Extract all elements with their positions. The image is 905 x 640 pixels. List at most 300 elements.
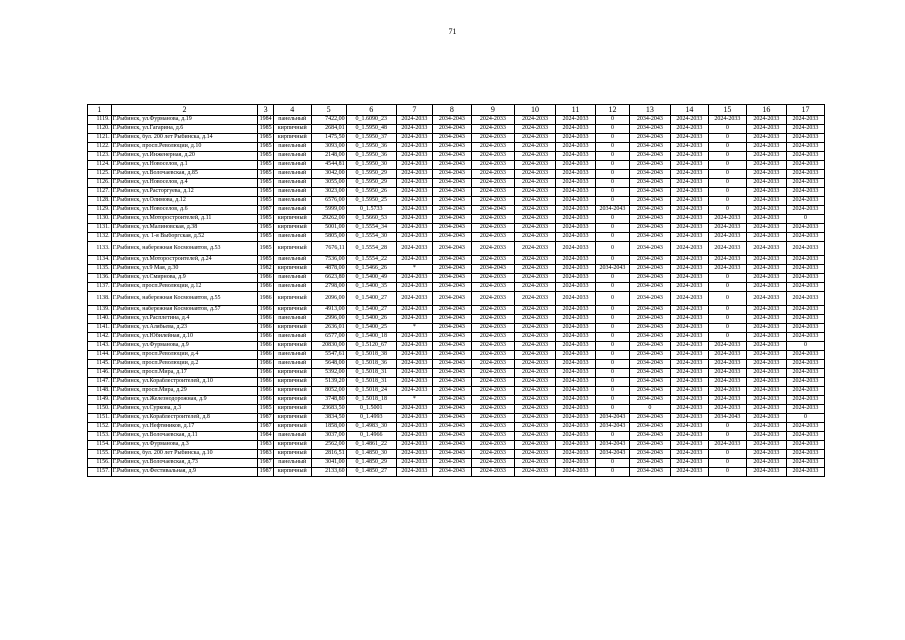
table-cell: кирпичный — [273, 242, 311, 256]
table-cell: 2024-2033 — [514, 179, 555, 188]
table-cell: Г.Рыбинск, ул.Гагарина, д.6 — [111, 125, 258, 134]
table-cell: 2024-2033 — [471, 360, 514, 369]
table-cell: 2024-2033 — [746, 206, 786, 215]
table-cell: 2024-2033 — [471, 459, 514, 468]
table-cell: 2024-2033 — [786, 387, 824, 396]
table-cell: 5805,00 — [311, 233, 346, 242]
table-row — [88, 283, 825, 292]
table-cell: 2034-2043 — [629, 274, 670, 283]
table-cell: 2024-2033 — [471, 116, 514, 125]
table-cell: Г.Рыбинск, набережная Космонавтов, д.53 — [111, 242, 258, 256]
table-cell: 2034-2043 — [629, 188, 670, 197]
table-cell: 1134. — [88, 256, 112, 265]
table-cell: Г.Рыбинск, ул.Железнодорожная, д.9 — [111, 396, 258, 405]
table-cell: 1984 — [258, 432, 273, 441]
table-cell: 2034-2043 — [596, 206, 630, 215]
table-cell: 2024-2033 — [670, 274, 708, 283]
table-cell: 2024-2033 — [708, 441, 746, 450]
table-cell: 2024-2033 — [514, 274, 555, 283]
table-cell: 1150. — [88, 405, 112, 414]
table-cell: 0 — [708, 324, 746, 333]
table-cell: 2024-2033 — [555, 306, 595, 315]
table-cell: 2034-2043 — [629, 125, 670, 134]
table-cell: 0_1.5466_26 — [346, 265, 396, 274]
table-cell: 0 — [708, 188, 746, 197]
table-cell: 1152. — [88, 423, 112, 432]
column-header: 14 — [670, 105, 708, 116]
table-cell: 0_1.5018_24 — [346, 387, 396, 396]
table-cell: панельный — [273, 274, 311, 283]
table-row — [88, 170, 825, 179]
table-cell: 2024-2033 — [746, 179, 786, 188]
table-cell: 2024-2033 — [514, 432, 555, 441]
table-cell: Г.Рыбинск, ул.Волочаевская, д.11 — [111, 432, 258, 441]
table-cell: кирпичный — [273, 342, 311, 351]
table-cell: 1987 — [258, 468, 273, 477]
table-cell: 1985 — [258, 215, 273, 224]
table-cell: 2024-2033 — [746, 405, 786, 414]
table-cell: 2024-2033 — [555, 315, 595, 324]
housing-registry-table — [87, 104, 825, 477]
table-cell: 0 — [596, 315, 630, 324]
table-cell: 2024-2033 — [670, 265, 708, 274]
table-cell: кирпичный — [273, 405, 311, 414]
table-cell: 1986 — [258, 387, 273, 396]
table-cell: 2024-2033 — [471, 423, 514, 432]
table-cell: 2024-2033 — [670, 387, 708, 396]
table-cell: 2034-2043 — [432, 170, 471, 179]
table-cell: 0 — [596, 351, 630, 360]
table-cell: 0_1.4850_27 — [346, 468, 396, 477]
table-row — [88, 351, 825, 360]
table-cell: панельный — [273, 161, 311, 170]
column-header: 12 — [596, 105, 630, 116]
table-cell: кирпичный — [273, 396, 311, 405]
table-cell: 2024-2033 — [396, 134, 432, 143]
table-cell: панельный — [273, 143, 311, 152]
table-cell: 2024-2033 — [746, 292, 786, 306]
table-cell: 2034-2043 — [629, 143, 670, 152]
table-cell: 0 — [596, 116, 630, 125]
table-row — [88, 197, 825, 206]
table-cell: 2034-2043 — [629, 134, 670, 143]
table-row — [88, 215, 825, 224]
table-cell: Г.Рыбинск, ул.Новоселов, д.6 — [111, 206, 258, 215]
table-cell: панельный — [273, 432, 311, 441]
table-cell: 5547,61 — [311, 351, 346, 360]
table-cell: 1985 — [258, 188, 273, 197]
table-cell: 2034-2043 — [629, 152, 670, 161]
table-cell: 0_1.5018_38 — [346, 351, 396, 360]
table-cell: 2034-2043 — [629, 233, 670, 242]
table-cell: 2024-2033 — [555, 468, 595, 477]
table-cell: 1135. — [88, 265, 112, 274]
table-cell: 2024-2033 — [786, 441, 824, 450]
table-cell: 0 — [596, 283, 630, 292]
table-cell: 2034-2043 — [432, 265, 471, 274]
table-cell: 2636,01 — [311, 324, 346, 333]
table-row — [88, 369, 825, 378]
column-header: 6 — [346, 105, 396, 116]
table-cell: 0 — [596, 179, 630, 188]
table-cell: 2024-2033 — [555, 125, 595, 134]
table-cell: 2024-2033 — [514, 396, 555, 405]
table-cell: 0_1.5120_67 — [346, 342, 396, 351]
table-cell: 2024-2033 — [708, 265, 746, 274]
table-cell: Г.Рыбинск, ул.Новоселов, д.4 — [111, 179, 258, 188]
table-cell: 6576,00 — [311, 197, 346, 206]
table-cell: 2024-2033 — [514, 188, 555, 197]
table-cell: 2024-2033 — [670, 134, 708, 143]
table-cell: 2024-2033 — [514, 342, 555, 351]
table-cell: 2024-2033 — [471, 161, 514, 170]
table-cell: 2034-2043 — [432, 143, 471, 152]
table-cell: кирпичный — [273, 423, 311, 432]
table-cell: 1985 — [258, 152, 273, 161]
table-cell: 2024-2033 — [708, 387, 746, 396]
table-cell: Г.Рыбинск, ул.9 Мая, д.30 — [111, 265, 258, 274]
table-cell: панельный — [273, 351, 311, 360]
table-cell: панельный — [273, 360, 311, 369]
column-header: 10 — [514, 105, 555, 116]
table-cell: 2034-2043 — [432, 369, 471, 378]
table-cell: 2024-2033 — [786, 152, 824, 161]
table-cell: Г.Рыбинск, просп.Мира, д.29 — [111, 387, 258, 396]
table-cell: 1985 — [258, 179, 273, 188]
table-cell: 1986 — [258, 378, 273, 387]
table-cell: 2024-2033 — [786, 134, 824, 143]
table-cell: 3055,00 — [311, 179, 346, 188]
table-cell: 2024-2033 — [514, 256, 555, 265]
table-cell: 2024-2033 — [786, 292, 824, 306]
table-cell: Г.Рыбинск, ул.Расплетина, д.4 — [111, 315, 258, 324]
header-row — [88, 105, 825, 116]
table-cell: 2024-2033 — [786, 224, 824, 233]
table-cell: 2024-2033 — [670, 197, 708, 206]
table-cell: 1986 — [258, 396, 273, 405]
table-row — [88, 179, 825, 188]
table-cell: 2024-2033 — [396, 256, 432, 265]
table-cell: 2024-2033 — [670, 459, 708, 468]
table-cell: 2024-2033 — [555, 206, 595, 215]
table-cell: панельный — [273, 315, 311, 324]
table-cell: 1139. — [88, 306, 112, 315]
table-cell: 2024-2033 — [514, 369, 555, 378]
table-cell: 2024-2033 — [471, 414, 514, 423]
table-cell: 2024-2033 — [746, 188, 786, 197]
table-cell: 2034-2043 — [629, 315, 670, 324]
table-cell: 0 — [596, 134, 630, 143]
table-cell: 2024-2033 — [396, 152, 432, 161]
table-cell: 2798,00 — [311, 283, 346, 292]
table-cell: 2024-2033 — [471, 468, 514, 477]
table-cell: 2024-2033 — [396, 224, 432, 233]
table-cell: 2024-2033 — [670, 206, 708, 215]
table-cell: 2024-2033 — [396, 179, 432, 188]
table-cell: 1136. — [88, 274, 112, 283]
table-cell: 2024-2033 — [670, 170, 708, 179]
table-cell: 0 — [596, 342, 630, 351]
table-cell: 2024-2033 — [514, 233, 555, 242]
table-cell: Г.Рыбинск, бул. 200 лет Рыбинска, д.14 — [111, 134, 258, 143]
table-cell: 1155. — [88, 450, 112, 459]
table-cell: кирпичный — [273, 306, 311, 315]
table-cell: 2024-2033 — [471, 143, 514, 152]
table-cell: 2024-2033 — [396, 143, 432, 152]
table-cell: 2024-2033 — [670, 224, 708, 233]
table-cell: 2034-2043 — [629, 256, 670, 265]
table-cell: 1986 — [258, 315, 273, 324]
table-row — [88, 265, 825, 274]
table-cell: 0 — [708, 306, 746, 315]
table-cell: 0 — [596, 468, 630, 477]
table-cell: 2024-2033 — [786, 432, 824, 441]
table-header — [88, 105, 825, 116]
table-cell: 2024-2033 — [670, 188, 708, 197]
table-cell: 0 — [596, 256, 630, 265]
table-cell: панельный — [273, 170, 311, 179]
table-cell: 2024-2033 — [514, 116, 555, 125]
table-cell: 1142. — [88, 333, 112, 342]
column-header: 4 — [273, 105, 311, 116]
table-cell: 2024-2033 — [396, 292, 432, 306]
table-cell: 2024-2033 — [786, 324, 824, 333]
table-cell: 2024-2033 — [786, 396, 824, 405]
table-cell: 2024-2033 — [746, 315, 786, 324]
table-cell: Г.Рыбинск, просп.Революции, д.10 — [111, 143, 258, 152]
table-cell: 1119. — [88, 116, 112, 125]
table-cell: кирпичный — [273, 224, 311, 233]
table-cell: 2024-2033 — [555, 369, 595, 378]
table-cell: 2024-2033 — [471, 233, 514, 242]
table-row — [88, 342, 825, 351]
table-cell: 2034-2043 — [629, 360, 670, 369]
table-cell: 0_1.4850_30 — [346, 450, 396, 459]
table-cell: 2024-2033 — [471, 256, 514, 265]
table-row — [88, 206, 825, 215]
table-cell: 7676,11 — [311, 242, 346, 256]
table-cell: Г.Рыбинск, просп.Революции, д.12 — [111, 283, 258, 292]
table-cell: 2024-2033 — [514, 224, 555, 233]
table-cell: 2024-2033 — [746, 342, 786, 351]
table-cell: 2034-2043 — [432, 161, 471, 170]
table-cell: 2024-2033 — [514, 459, 555, 468]
table-cell: 2034-2043 — [629, 265, 670, 274]
table-cell: 2024-2033 — [786, 360, 824, 369]
table-cell: 1985 — [258, 161, 273, 170]
table-cell: 2024-2033 — [396, 206, 432, 215]
table-cell: Г.Рыбинск, ул.Смирнова, д.9 — [111, 274, 258, 283]
table-cell: 0 — [708, 134, 746, 143]
table-cell: 2034-2043 — [432, 152, 471, 161]
table-cell: 0 — [596, 242, 630, 256]
table-cell: 0_1.5400_18 — [346, 333, 396, 342]
table-cell: 0_1.5950_29 — [346, 170, 396, 179]
table-cell: 2024-2033 — [555, 360, 595, 369]
table-cell: 0 — [596, 396, 630, 405]
table-row — [88, 306, 825, 315]
table-cell: 1129. — [88, 206, 112, 215]
table-cell: 2024-2033 — [670, 351, 708, 360]
table-cell: 0_1.5554_28 — [346, 242, 396, 256]
table-cell: Г.Рыбинск, ул.Волочаевская, д.73 — [111, 459, 258, 468]
table-cell: 2024-2033 — [746, 116, 786, 125]
table-cell: 2024-2033 — [746, 450, 786, 459]
column-header: 7 — [396, 105, 432, 116]
table-cell: панельный — [273, 116, 311, 125]
table-cell: кирпичный — [273, 441, 311, 450]
table-cell: 2024-2033 — [746, 441, 786, 450]
table-cell: кирпичный — [273, 134, 311, 143]
table-cell: 2024-2033 — [514, 333, 555, 342]
table-cell: 2024-2033 — [396, 170, 432, 179]
table-cell: 2034-2043 — [629, 161, 670, 170]
table-cell: 2024-2033 — [746, 233, 786, 242]
table-row — [88, 405, 825, 414]
table-cell: 2024-2033 — [514, 387, 555, 396]
table-cell: панельный — [273, 206, 311, 215]
table-cell: Г.Рыбинск, ул.Фурманова, д.3 — [111, 441, 258, 450]
table-cell: 1145. — [88, 360, 112, 369]
table-row — [88, 161, 825, 170]
table-cell: 1123. — [88, 152, 112, 161]
table-cell: 7536,00 — [311, 256, 346, 265]
column-header: 9 — [471, 105, 514, 116]
table-cell: 2024-2033 — [555, 450, 595, 459]
table-cell: 0_1.5018_36 — [346, 360, 396, 369]
table-cell: 1987 — [258, 414, 273, 423]
table-cell: 2024-2033 — [670, 369, 708, 378]
column-header: 1 — [88, 105, 112, 116]
table-cell: 2034-2043 — [432, 387, 471, 396]
table-cell: 2034-2043 — [432, 306, 471, 315]
table-cell: 2034-2043 — [432, 378, 471, 387]
table-cell: 2024-2033 — [555, 378, 595, 387]
table-cell: 2024-2033 — [514, 468, 555, 477]
table-cell: 2034-2043 — [629, 306, 670, 315]
table-cell: 2034-2043 — [432, 134, 471, 143]
table-cell: 0_1.5018_31 — [346, 378, 396, 387]
table-cell: 1124. — [88, 161, 112, 170]
table-cell: кирпичный — [273, 414, 311, 423]
table-cell: 2024-2033 — [670, 468, 708, 477]
table-cell: 2024-2033 — [746, 224, 786, 233]
table-cell: 2024-2033 — [786, 369, 824, 378]
table-cell: 0_1.5554_22 — [346, 256, 396, 265]
table-cell: 5001,00 — [311, 224, 346, 233]
table-cell: 2034-2043 — [432, 315, 471, 324]
table-cell: 0 — [708, 170, 746, 179]
table-cell: 2024-2033 — [514, 215, 555, 224]
table-cell: 2024-2033 — [670, 292, 708, 306]
table-cell: 2024-2033 — [708, 242, 746, 256]
table-cell: Г.Рыбинск, ул.Моторостроителей, д.11 — [111, 215, 258, 224]
table-row — [88, 224, 825, 233]
table-cell: кирпичный — [273, 369, 311, 378]
table-cell: 6623,80 — [311, 274, 346, 283]
table-cell: 3037,00 — [311, 432, 346, 441]
table-cell: 2034-2043 — [596, 423, 630, 432]
table-cell: 1987 — [258, 459, 273, 468]
table-cell: 0_1.5950_29 — [346, 179, 396, 188]
table-cell: 2024-2033 — [471, 342, 514, 351]
table-cell: 2034-2043 — [432, 242, 471, 256]
table-cell: панельный — [273, 459, 311, 468]
table-cell: 2034-2043 — [432, 206, 471, 215]
table-cell: 0_1.5554_30 — [346, 233, 396, 242]
table-cell: 2024-2033 — [746, 360, 786, 369]
table-row — [88, 116, 825, 125]
table-cell: 0 — [708, 179, 746, 188]
table-cell: 2034-2043 — [629, 206, 670, 215]
table-cell: 8052,00 — [311, 387, 346, 396]
table-cell: 2024-2033 — [396, 215, 432, 224]
table-cell: 1986 — [258, 333, 273, 342]
table-cell: 2024-2033 — [670, 306, 708, 315]
table-cell: 2024-2033 — [708, 224, 746, 233]
table-cell: 2996,00 — [311, 315, 346, 324]
table-cell: 2024-2033 — [555, 224, 595, 233]
table-cell: 2034-2043 — [432, 256, 471, 265]
table-cell: Г.Рыбинск, просп.Революции, д.2 — [111, 360, 258, 369]
table-cell: 2024-2033 — [396, 188, 432, 197]
table-cell: 2024-2033 — [670, 143, 708, 152]
table-cell: 2034-2043 — [432, 324, 471, 333]
table-cell: 2024-2033 — [746, 387, 786, 396]
table-cell: 2024-2033 — [555, 188, 595, 197]
table-cell: 2024-2033 — [555, 351, 595, 360]
table-cell: 0 — [708, 125, 746, 134]
table-cell: кирпичный — [273, 468, 311, 477]
table-cell: 1985 — [258, 170, 273, 179]
table-cell: 0_1.5018_31 — [346, 369, 396, 378]
table-cell: 2024-2033 — [746, 396, 786, 405]
table-cell: 2034-2043 — [432, 274, 471, 283]
table-cell: 2024-2033 — [555, 414, 595, 423]
table-cell: 1154. — [88, 441, 112, 450]
table-row — [88, 152, 825, 161]
table-cell: 0 — [596, 306, 630, 315]
table-row — [88, 274, 825, 283]
table-cell: 3834,50 — [311, 414, 346, 423]
table-cell: панельный — [273, 333, 311, 342]
table-cell: 2024-2033 — [670, 283, 708, 292]
table-cell: 2024-2033 — [670, 179, 708, 188]
table-cell: 1137. — [88, 283, 112, 292]
table-cell: 2034-2043 — [432, 396, 471, 405]
table-cell: 2024-2033 — [396, 441, 432, 450]
table-cell: 2034-2043 — [471, 206, 514, 215]
table-cell: 0 — [596, 188, 630, 197]
table-cell: 2024-2033 — [514, 351, 555, 360]
table-cell: * — [396, 396, 432, 405]
table-cell: 2024-2033 — [746, 369, 786, 378]
table-row — [88, 468, 825, 477]
table-cell: 0 — [708, 143, 746, 152]
table-cell: 2096,00 — [311, 292, 346, 306]
table-cell: 2024-2033 — [746, 306, 786, 315]
table-cell: 1133. — [88, 242, 112, 256]
table-cell: 1983 — [258, 450, 273, 459]
table-cell: Г.Рыбинск, ул.Расторгуева, д.12 — [111, 188, 258, 197]
table-cell: 0 — [708, 315, 746, 324]
table-cell: 2024-2033 — [670, 333, 708, 342]
table-cell: 2024-2033 — [396, 342, 432, 351]
table-cell: 2034-2043 — [432, 215, 471, 224]
table-cell: 0 — [596, 432, 630, 441]
table-cell: 2034-2043 — [629, 242, 670, 256]
table-cell: 1153. — [88, 432, 112, 441]
